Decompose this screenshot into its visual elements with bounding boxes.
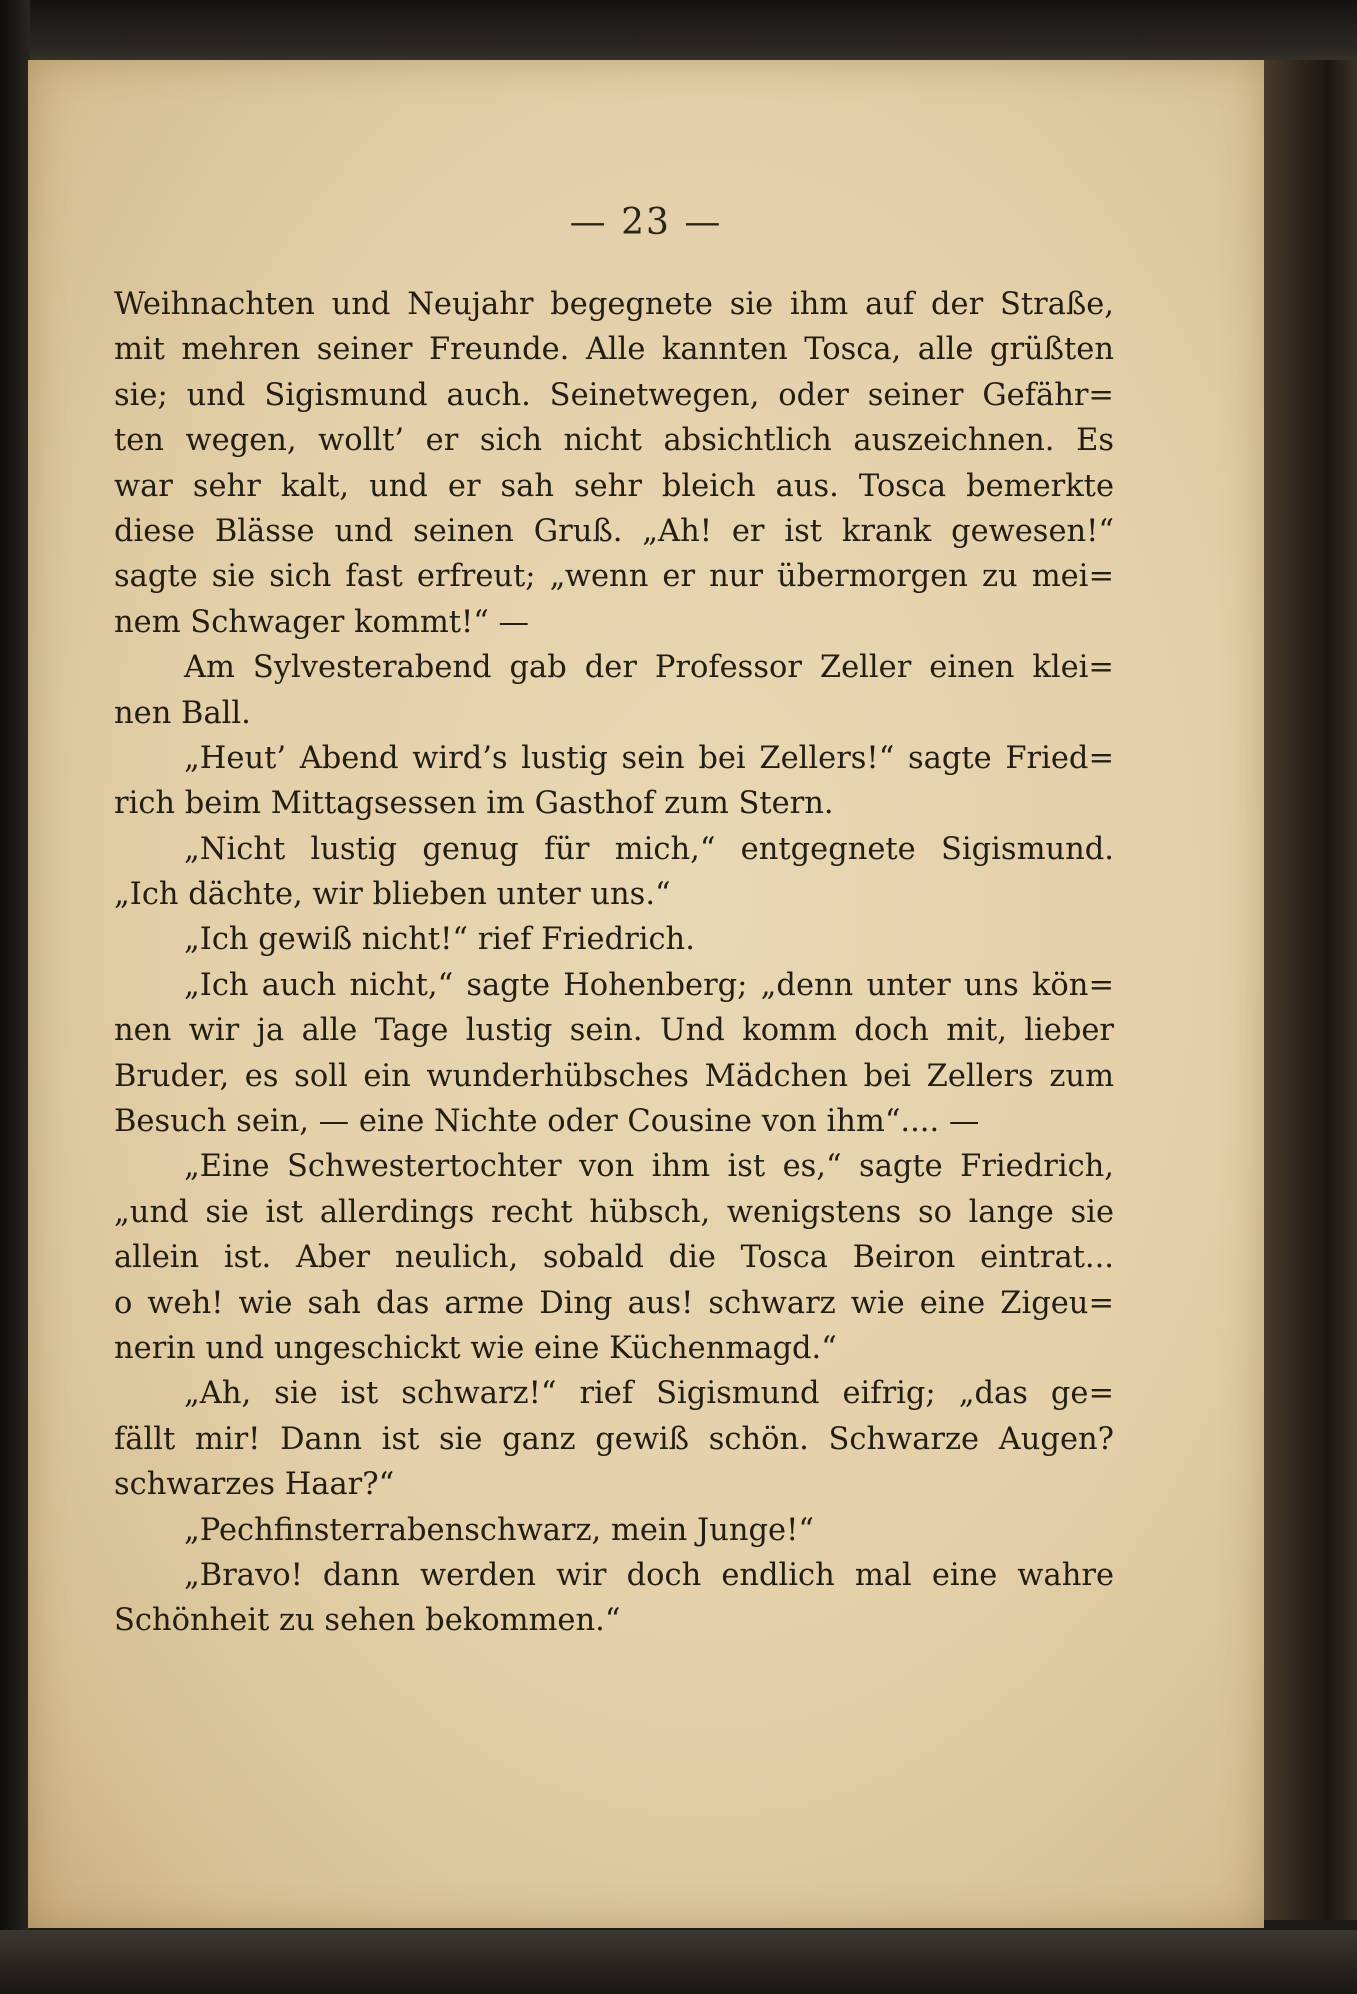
- text-line: Besuch sein, — eine Nichte oder Cousine von ihm“.... —: [114, 1104, 980, 1140]
- text-line: ten wegen, wollt’ er sich nicht absichtlich auszeichnen. Es: [114, 423, 1114, 459]
- text-line: „Ich gewiß nicht!“ rief Friedrich.: [184, 922, 695, 958]
- book-spine-edge: [1262, 60, 1357, 1920]
- text-line: sagte sie sich fast erfreut; „wenn er nur übermorgen zu mei=: [114, 559, 1114, 595]
- page-number: — 23 —: [569, 202, 723, 243]
- text-line: „Pechfinsterrabenschwarz, mein Junge!“: [184, 1512, 814, 1548]
- book-cover-bottom: [0, 1930, 1357, 1994]
- text-line: allein ist. Aber neulich, sobald die Tosca Beiron eintrat...: [114, 1240, 1114, 1276]
- text-line: war sehr kalt, und er sah sehr bleich aus. Tosca bemerkte: [114, 468, 1114, 504]
- text-line: mit mehren seiner Freunde. Alle kannten Tosca, alle grüßten: [114, 332, 1114, 368]
- text-line: schwarzes Haar?“: [114, 1467, 395, 1503]
- body-text: [114, 282, 1114, 1644]
- text-line: fällt mir! Dann ist sie ganz gewiß schön. Schwarze Augen?: [114, 1421, 1114, 1457]
- text-line: Am Sylvesterabend gab der Professor Zeller einen klei=: [184, 650, 1114, 686]
- book-page: [28, 60, 1264, 1928]
- text-line: „Heut’ Abend wird’s lustig sein bei Zellers!“ sagte Fried=: [184, 740, 1114, 776]
- text-line: „Ich auch nicht,“ sagte Hohenberg; „denn unter uns kön=: [184, 967, 1114, 1003]
- text-line: Schönheit zu sehen bekommen.“: [114, 1603, 621, 1639]
- text-line: nen Ball.: [114, 695, 251, 731]
- book-cover-left: [0, 0, 30, 1994]
- book-cover-top: [0, 0, 1357, 68]
- text-line: „Eine Schwestertochter von ihm ist es,“ sagte Friedrich,: [184, 1149, 1114, 1185]
- text-line: nem Schwager kommt!“ —: [114, 604, 530, 640]
- text-line: Weihnachten und Neujahr begegnete sie ihm auf der Straße,: [114, 287, 1114, 322]
- text-line: „Nicht lustig genug für mich,“ entgegnete Sigismund.: [184, 831, 1114, 867]
- text-line: o weh! wie sah das arme Ding aus! schwarz wie eine Zigeu=: [114, 1285, 1114, 1321]
- text-line: „Ich dächte, wir blieben unter uns.“: [114, 877, 671, 913]
- text-line: sie; und Sigismund auch. Seinetwegen, oder seiner Gefähr=: [114, 377, 1114, 413]
- text-line: „Bravo! dann werden wir doch endlich mal eine wahre: [184, 1557, 1114, 1593]
- text-line: nen wir ja alle Tage lustig sein. Und komm doch mit, lieber: [114, 1013, 1114, 1049]
- text-line: nerin und ungeschickt wie eine Küchenmagd.“: [114, 1330, 837, 1366]
- text-line: „Ah, sie ist schwarz!“ rief Sigismund eifrig; „das ge=: [184, 1376, 1114, 1412]
- text-line: Bruder, es soll ein wunderhübsches Mädchen bei Zellers zum: [114, 1058, 1114, 1094]
- text-line: diese Blässe und seinen Gruß. „Ah! er ist krank gewesen!“: [114, 513, 1114, 549]
- text-line: rich beim Mittagsessen im Gasthof zum Stern.: [114, 786, 834, 822]
- text-line: „und sie ist allerdings recht hübsch, wenigstens so lange sie: [114, 1194, 1114, 1230]
